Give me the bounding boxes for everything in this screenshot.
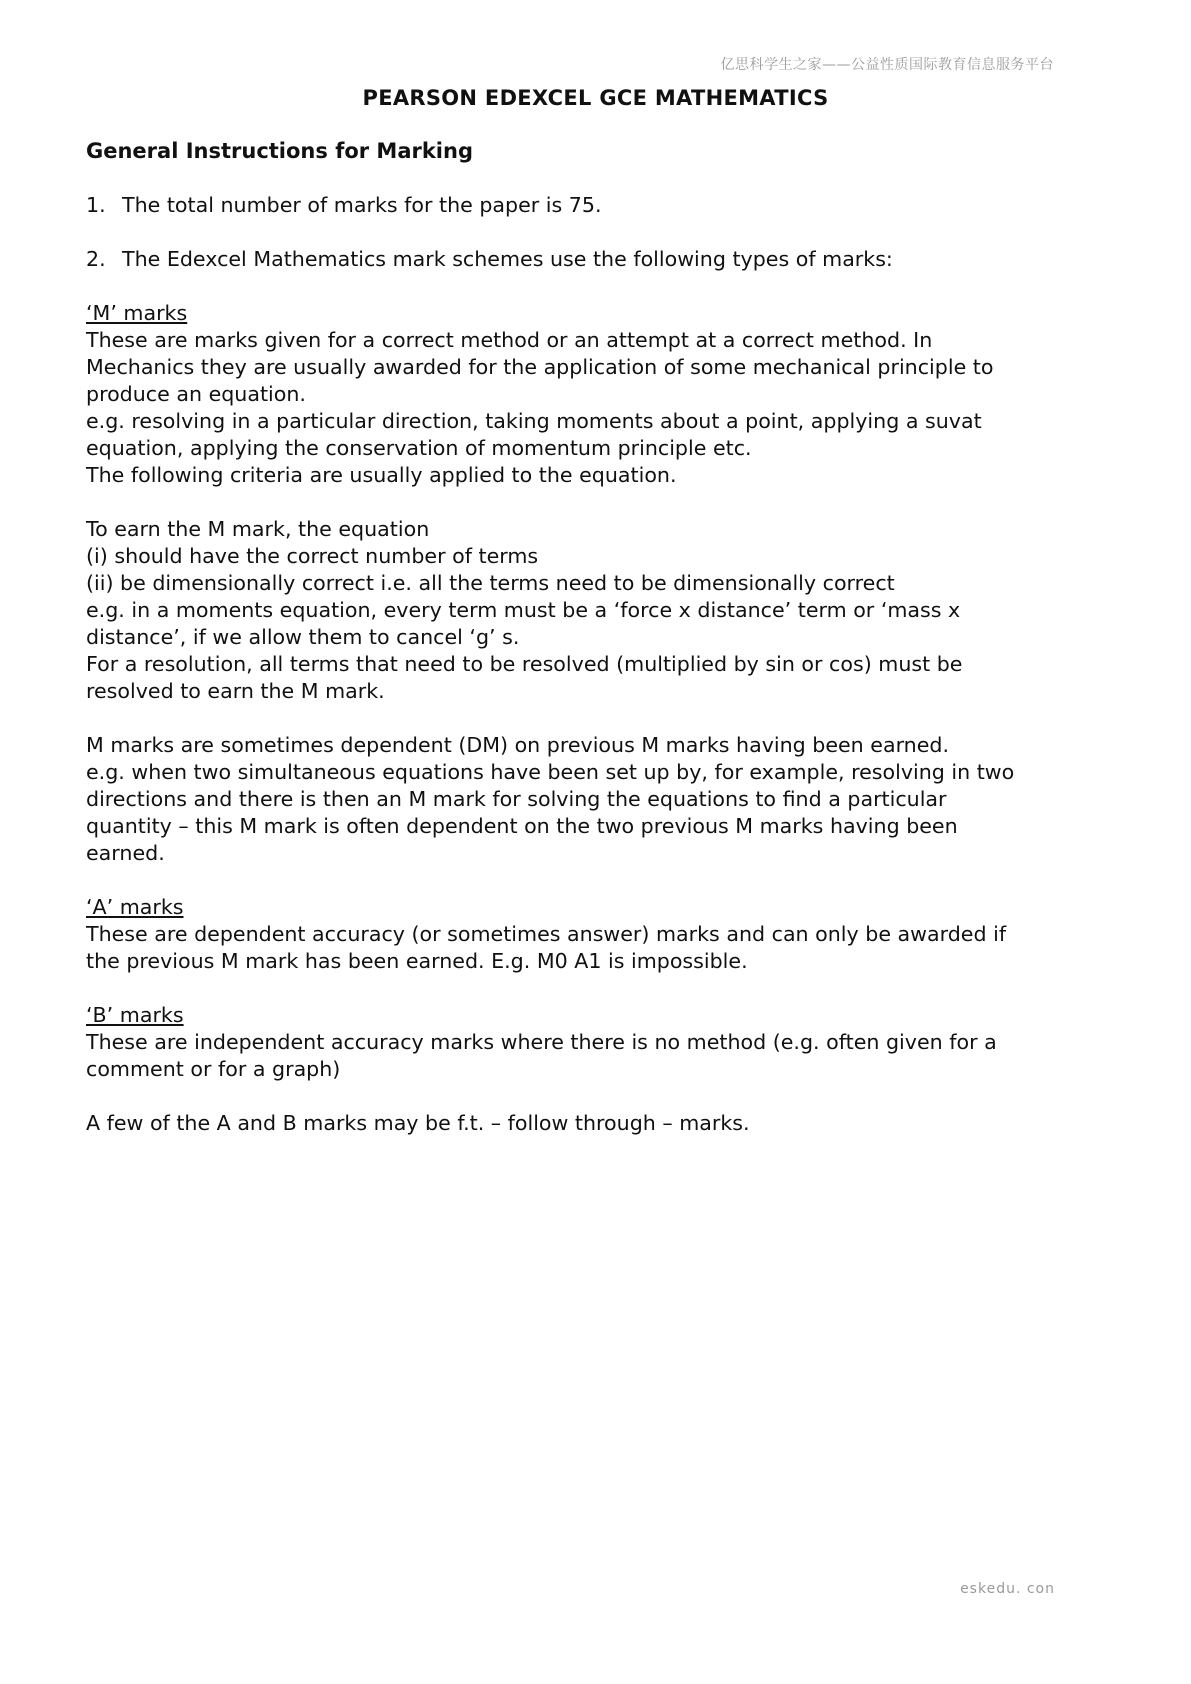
section-heading: General Instructions for Marking	[86, 139, 473, 163]
text-line: the previous M mark has been earned. E.g. M0 A1 is impossible.	[86, 949, 748, 973]
document-body	[86, 138, 1106, 1164]
text-line: (i) should have the correct number of terms	[86, 544, 539, 568]
a-marks-section	[86, 894, 1106, 975]
text-line: distance’, if we allow them to cancel ‘g’ s.	[86, 625, 520, 649]
watermark: 亿思科学生之家——公益性质国际教育信息服务平台	[720, 57, 1054, 73]
text-line: e.g. in a moments equation, every term must be a ‘force x distance’ term or ‘mass x	[86, 598, 961, 622]
text-line: directions and there is then an M mark for solving the equations to find a particular	[86, 787, 947, 811]
instruction-item-1	[86, 192, 1106, 219]
m-marks-dependent	[86, 732, 1106, 867]
text-line: equation, applying the conservation of momentum principle etc.	[86, 436, 752, 460]
text-line: These are marks given for a correct method or an attempt at a correct method. In	[86, 328, 933, 352]
item-text: The total number of marks for the paper is 75.	[122, 193, 602, 217]
text-line: These are independent accuracy marks where there is no method (e.g. often given for a	[86, 1030, 997, 1054]
text-line: These are dependent accuracy (or sometimes answer) marks and can only be awarded if	[86, 922, 1007, 946]
text-line: comment or for a graph)	[86, 1057, 341, 1081]
text-line: To earn the M mark, the equation	[86, 517, 430, 541]
footer-url: eskedu. con	[960, 1581, 1055, 1597]
page-title: PEARSON EDEXCEL GCE MATHEMATICS	[362, 86, 829, 110]
text-line: quantity – this M mark is often dependent on the two previous M marks having been	[86, 814, 958, 838]
text-line: e.g. when two simultaneous equations have been set up by, for example, resolving in two	[86, 760, 1015, 784]
item-number: 2.	[86, 247, 106, 271]
item-text: The Edexcel Mathematics mark schemes use the following types of marks:	[122, 247, 893, 271]
text-line: For a resolution, all terms that need to be resolved (multiplied by sin or cos) must be	[86, 652, 963, 676]
m-marks-heading: ‘M’ marks	[86, 301, 188, 325]
text-line: produce an equation.	[86, 382, 306, 406]
instruction-item-2	[86, 246, 1106, 273]
text-line: Mechanics they are usually awarded for the application of some mechanical principle to	[86, 355, 994, 379]
text-line: resolved to earn the M mark.	[86, 679, 385, 703]
follow-through-note: A few of the A and B marks may be f.t. – follow through – marks.	[86, 1111, 750, 1135]
m-marks-section	[86, 300, 1106, 489]
b-marks-section	[86, 1002, 1106, 1083]
a-marks-heading: ‘A’ marks	[86, 895, 184, 919]
b-marks-heading: ‘B’ marks	[86, 1003, 184, 1027]
text-line: e.g. resolving in a particular direction, taking moments about a point, applying a suvat	[86, 409, 982, 433]
text-line: The following criteria are usually applied to the equation.	[86, 463, 677, 487]
text-line: earned.	[86, 841, 165, 865]
text-line: M marks are sometimes dependent (DM) on previous M marks having been earned.	[86, 733, 950, 757]
m-marks-criteria	[86, 516, 1106, 705]
item-number: 1.	[86, 193, 106, 217]
text-line: (ii) be dimensionally correct i.e. all the terms need to be dimensionally correct	[86, 571, 895, 595]
